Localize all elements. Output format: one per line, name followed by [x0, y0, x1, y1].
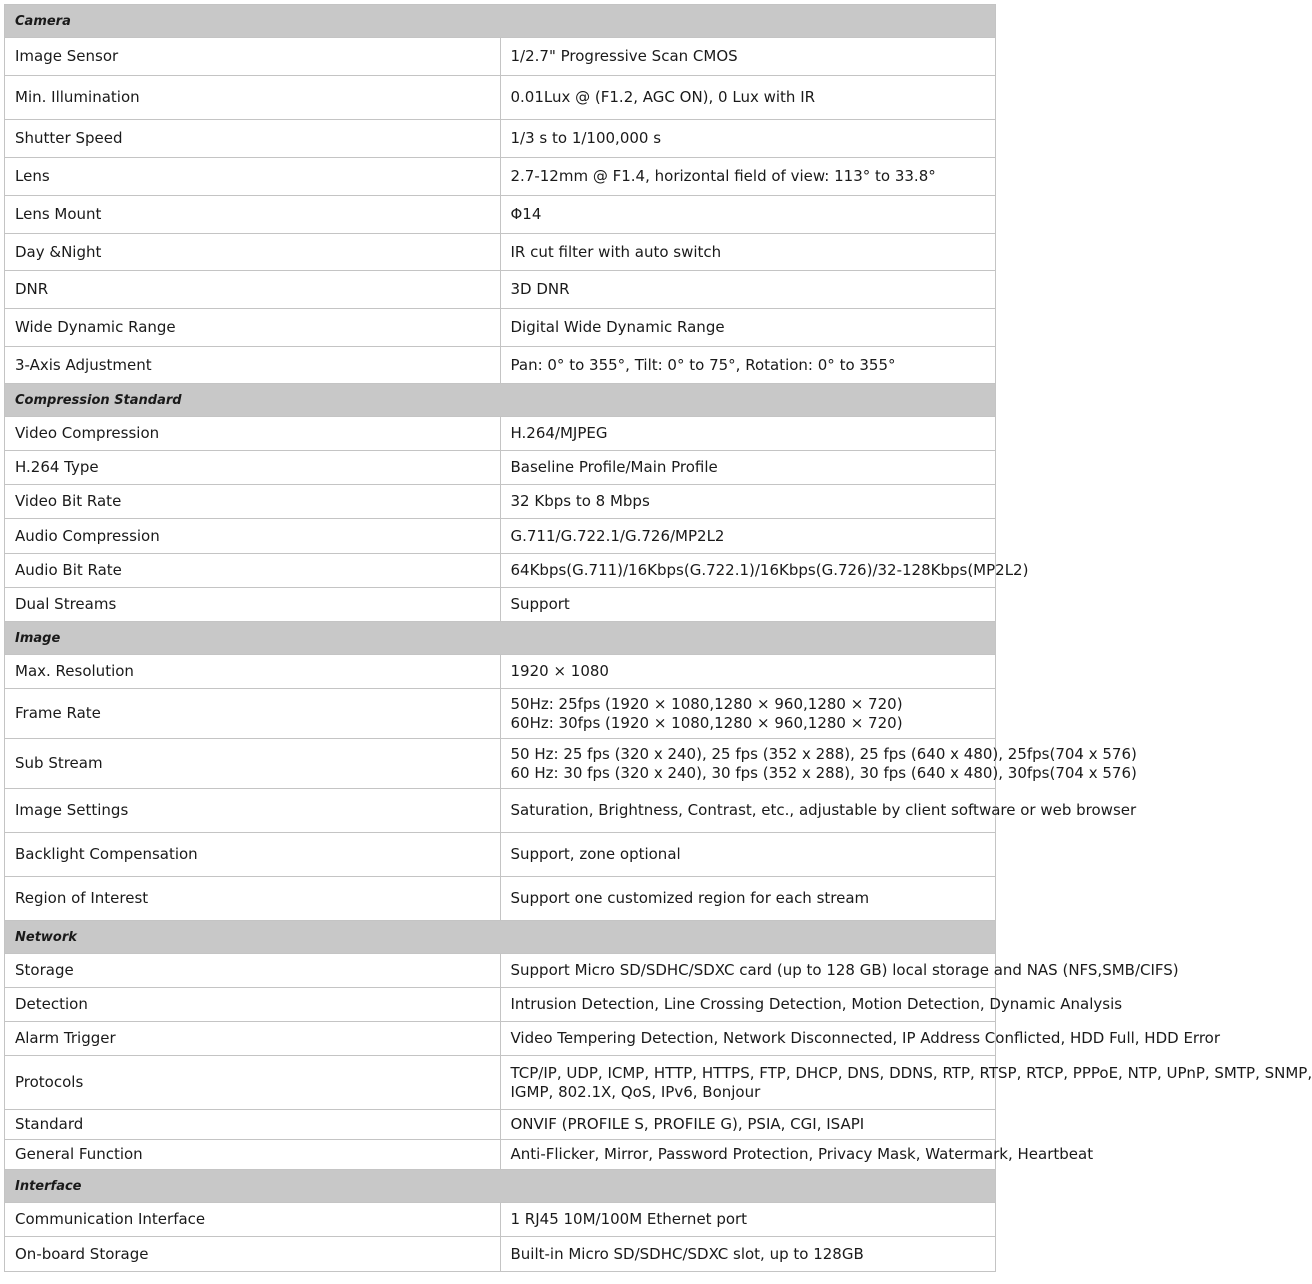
spec-value: [500, 485, 996, 519]
spec-row: [5, 1022, 996, 1056]
spec-value: [500, 76, 996, 120]
spec-row: [5, 38, 996, 76]
spec-value: [500, 1022, 1221, 1056]
spec-value-line: Support Micro SD/SDHC/SDXC card (up to 128 GB) local storage and NAS (NFS,SMB/CIFS): [510, 961, 1179, 979]
spec-row: [5, 988, 996, 1022]
spec-label: Storage: [5, 954, 501, 988]
spec-value-line: 3D DNR: [510, 280, 570, 298]
spec-value-line: 60 Hz: 30 fps (320 x 240), 30 fps (352 x 288), 30 fps (640 x 480), 30fps(704 x 576): [510, 763, 1137, 782]
spec-row: [5, 309, 996, 347]
spec-label: DNR: [5, 271, 501, 309]
spec-value-line: Pan: 0° to 355°, Tilt: 0° to 75°, Rotation: 0° to 355°: [510, 355, 896, 374]
spec-value-line: 64Kbps(G.711)/16Kbps(G.722.1)/16Kbps(G.726)/32-128Kbps(MP2L2): [510, 561, 1029, 579]
spec-label: Standard: [5, 1110, 501, 1140]
spec-value: [500, 451, 996, 485]
spec-value-line: Support: [510, 595, 570, 613]
section-title: Compression Standard: [5, 384, 996, 417]
spec-label: General Function: [5, 1140, 501, 1170]
spec-value: [500, 954, 1179, 988]
spec-label: Sub Stream: [5, 739, 501, 789]
spec-value-line: 1/3 s to 1/100,000 s: [510, 129, 662, 147]
spec-label: Alarm Trigger: [5, 1022, 501, 1056]
spec-label: On-board Storage: [5, 1237, 501, 1272]
spec-label: Image Settings: [5, 789, 501, 833]
spec-value: [500, 988, 1123, 1022]
spec-value: [500, 196, 996, 234]
spec-row: [5, 120, 996, 158]
spec-value: [500, 833, 996, 877]
spec-row: [5, 485, 996, 519]
spec-label: Video Bit Rate: [5, 485, 501, 519]
spec-value-line: Digital Wide Dynamic Range: [510, 318, 725, 336]
section-title: Camera: [5, 5, 996, 38]
spec-value: [500, 739, 1137, 789]
spec-label: Lens: [5, 158, 501, 196]
spec-row: [5, 196, 996, 234]
spec-label: Frame Rate: [5, 689, 501, 739]
spec-value-line: Support, zone optional: [510, 845, 681, 863]
spec-row: [5, 1237, 996, 1272]
spec-row: [5, 655, 996, 689]
spec-label: Communication Interface: [5, 1203, 501, 1237]
spec-value-line: 32 Kbps to 8 Mbps: [510, 492, 650, 510]
spec-label: Max. Resolution: [5, 655, 501, 689]
spec-row: [5, 739, 996, 789]
spec-label: Wide Dynamic Range: [5, 309, 501, 347]
spec-row: [5, 954, 996, 988]
spec-row: [5, 588, 996, 622]
spec-value: [500, 309, 996, 347]
spec-label: Min. Illumination: [5, 76, 501, 120]
spec-value: [500, 158, 996, 196]
spec-row: [5, 554, 996, 588]
spec-value: [500, 789, 1137, 833]
section-header-network: [5, 921, 996, 954]
spec-label: Dual Streams: [5, 588, 501, 622]
spec-value-line: 2.7-12mm @ F1.4, horizontal field of view: 113° to 33.8°: [510, 167, 936, 185]
spec-label: Audio Bit Rate: [5, 554, 501, 588]
spec-label: Protocols: [5, 1056, 501, 1110]
spec-value: [500, 554, 1029, 588]
spec-table: [4, 4, 1312, 1272]
spec-value-line: TCP/IP, UDP, ICMP, HTTP, HTTPS, FTP, DHCP, DNS, DDNS, RTP, RTSP, RTCP, PPPoE, NTP, UPnP, SMTP, SNMP,: [510, 1063, 1312, 1082]
spec-value-line: Built-in Micro SD/SDHC/SDXC slot, up to 128GB: [510, 1244, 864, 1263]
spec-value-line: Intrusion Detection, Line Crossing Detection, Motion Detection, Dynamic Analysis: [510, 995, 1123, 1013]
spec-row: [5, 789, 996, 833]
spec-row: [5, 451, 996, 485]
spec-label: Shutter Speed: [5, 120, 501, 158]
spec-label: Detection: [5, 988, 501, 1022]
spec-value-line: IGMP, 802.1X, QoS, IPv6, Bonjour: [510, 1082, 761, 1101]
spec-value: [500, 1237, 996, 1272]
spec-value-line: Saturation, Brightness, Contrast, etc., adjustable by client software or web browser: [510, 801, 1137, 819]
section-title: Interface: [5, 1170, 996, 1203]
spec-label: Backlight Compensation: [5, 833, 501, 877]
spec-value-line: 0.01Lux @ (F1.2, AGC ON), 0 Lux with IR: [510, 88, 816, 106]
spec-label: 3-Axis Adjustment: [5, 347, 501, 384]
spec-value: [500, 38, 996, 76]
spec-value-line: 50Hz: 25fps (1920 × 1080,1280 × 960,1280 × 720): [510, 694, 903, 713]
spec-row: [5, 158, 996, 196]
spec-value-line: Φ14: [510, 205, 542, 223]
spec-value: [500, 1203, 996, 1237]
spec-row: [5, 877, 996, 921]
spec-row: [5, 1110, 996, 1140]
spec-value: [500, 689, 996, 739]
section-header-interface: [5, 1170, 996, 1203]
spec-value: [500, 655, 996, 689]
spec-row: [5, 833, 996, 877]
spec-label: Lens Mount: [5, 196, 501, 234]
spec-row: [5, 519, 996, 554]
spec-value: [500, 877, 996, 921]
spec-value: [500, 234, 996, 271]
spec-value: [500, 271, 996, 309]
spec-value-line: G.711/G.722.1/G.726/MP2L2: [510, 526, 725, 545]
spec-value: [500, 347, 996, 384]
section-header-compression-standard: [5, 384, 996, 417]
spec-value: [500, 1056, 1312, 1110]
spec-value-line: IR cut filter with auto switch: [510, 242, 722, 261]
spec-row: [5, 689, 996, 739]
spec-table-body: [5, 5, 1312, 1272]
spec-label: Video Compression: [5, 417, 501, 451]
spec-value: [500, 120, 996, 158]
spec-row: [5, 1203, 996, 1237]
section-header-image: [5, 622, 996, 655]
spec-row: [5, 1056, 996, 1110]
spec-label: Region of Interest: [5, 877, 501, 921]
spec-value-line: Baseline Profile/Main Profile: [510, 458, 718, 476]
spec-value-line: 1920 × 1080: [510, 662, 609, 680]
spec-value: [500, 1140, 1094, 1170]
spec-value-line: Video Tempering Detection, Network Disconnected, IP Address Conflicted, HDD Full, HDD Error: [510, 1029, 1221, 1047]
spec-row: [5, 76, 996, 120]
spec-value-line: H.264/MJPEG: [510, 424, 608, 442]
spec-value-line: 1/2.7" Progressive Scan CMOS: [510, 47, 738, 65]
spec-value-line: 1 RJ45 10M/100M Ethernet port: [510, 1210, 748, 1228]
section-title: Image: [5, 622, 996, 655]
spec-row: [5, 347, 996, 384]
spec-value: [500, 519, 996, 554]
spec-value: [500, 417, 996, 451]
spec-label: Audio Compression: [5, 519, 501, 554]
spec-value-line: 60Hz: 30fps (1920 × 1080,1280 × 960,1280 × 720): [510, 713, 903, 732]
spec-row: [5, 1140, 996, 1170]
spec-value-line: Anti-Flicker, Mirror, Password Protection, Privacy Mask, Watermark, Heartbeat: [510, 1145, 1094, 1163]
spec-label: Image Sensor: [5, 38, 501, 76]
spec-value-line: ONVIF (PROFILE S, PROFILE G), PSIA, CGI, ISAPI: [510, 1115, 865, 1133]
spec-value-line: 50 Hz: 25 fps (320 x 240), 25 fps (352 x 288), 25 fps (640 x 480), 25fps(704 x 576): [510, 744, 1137, 763]
spec-row: [5, 271, 996, 309]
spec-row: [5, 417, 996, 451]
spec-label: H.264 Type: [5, 451, 501, 485]
spec-label: Day &Night: [5, 234, 501, 271]
spec-value: [500, 588, 996, 622]
section-header-camera: [5, 5, 996, 38]
spec-value-line: Support one customized region for each stream: [510, 889, 870, 907]
section-title: Network: [5, 921, 996, 954]
spec-row: [5, 234, 996, 271]
spec-value: [500, 1110, 996, 1140]
